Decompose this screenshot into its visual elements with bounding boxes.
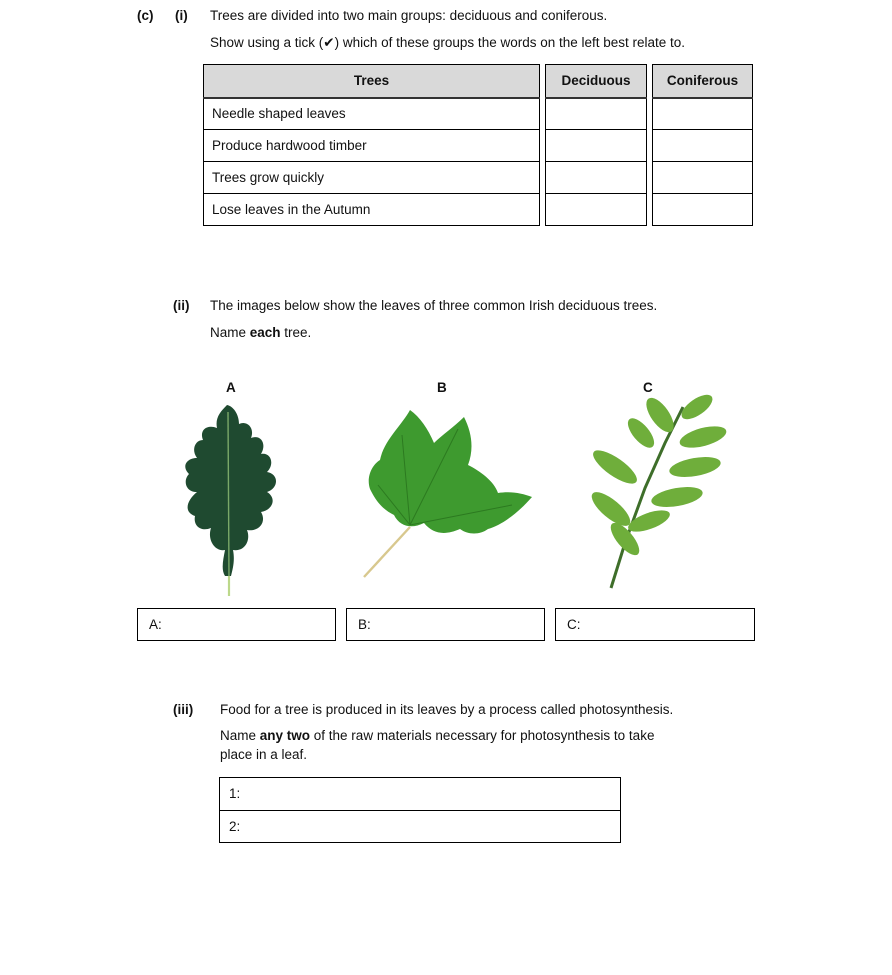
answer-label-a: A: <box>149 617 162 632</box>
trees-row-1: Needle shaped leaves <box>204 98 540 130</box>
part-ii-label: (ii) <box>173 298 190 313</box>
part-iii-instruction-line2: place in a leaf. <box>220 747 308 762</box>
coniferous-tick-box[interactable] <box>653 194 753 226</box>
leaf-label-c: C <box>643 380 653 395</box>
leaf-label-b: B <box>437 380 447 395</box>
deciduous-header: Deciduous <box>546 65 647 98</box>
coniferous-tick-box[interactable] <box>653 130 753 162</box>
part-iii-label: (iii) <box>173 702 194 717</box>
trees-row-4: Lose leaves in the Autumn <box>204 194 540 226</box>
leaf-label-a: A <box>226 380 236 395</box>
trees-header: Trees <box>204 65 540 98</box>
trees-row-2: Produce hardwood timber <box>204 130 540 162</box>
part-ii-instruction: Name each tree. <box>210 325 312 340</box>
answer-label-c: C: <box>567 617 581 632</box>
coniferous-column <box>652 64 753 226</box>
trees-table <box>203 64 540 226</box>
deciduous-tick-box[interactable] <box>546 162 647 194</box>
part-i-instruction: Show using a tick (✔) which of these groups the words on the left best relate to. <box>210 35 686 50</box>
coniferous-tick-box[interactable] <box>653 98 753 130</box>
sycamore-leaf-image <box>362 405 537 580</box>
deciduous-column <box>545 64 647 226</box>
coniferous-header: Coniferous <box>653 65 753 98</box>
part-iii-intro: Food for a tree is produced in its leaves by a process called photosynthesis. <box>220 702 674 717</box>
ash-leaf-image <box>585 393 735 593</box>
deciduous-tick-box[interactable] <box>546 130 647 162</box>
answer-row-2[interactable] <box>220 810 620 842</box>
part-i-label: (i) <box>175 8 188 23</box>
answer-label-2: 2: <box>229 819 241 834</box>
answer-box-c[interactable] <box>555 608 755 641</box>
answer-box-a[interactable] <box>137 608 336 641</box>
answer-label-1: 1: <box>229 786 241 801</box>
trees-row-3: Trees grow quickly <box>204 162 540 194</box>
answer-label-b: B: <box>358 617 371 632</box>
answer-box-b[interactable] <box>346 608 545 641</box>
answer-row-1[interactable] <box>220 778 620 810</box>
coniferous-tick-box[interactable] <box>653 162 753 194</box>
raw-materials-answer-table <box>219 777 621 843</box>
part-ii-intro: The images below show the leaves of three common Irish deciduous trees. <box>210 298 658 313</box>
deciduous-tick-box[interactable] <box>546 98 647 130</box>
part-iii-instruction: Name any two of the raw materials necessary for photosynthesis to take <box>220 728 655 743</box>
deciduous-tick-box[interactable] <box>546 194 647 226</box>
oak-leaf-image <box>175 400 285 600</box>
part-i-intro: Trees are divided into two main groups: deciduous and coniferous. <box>210 8 608 23</box>
part-c-label: (c) <box>137 8 154 23</box>
